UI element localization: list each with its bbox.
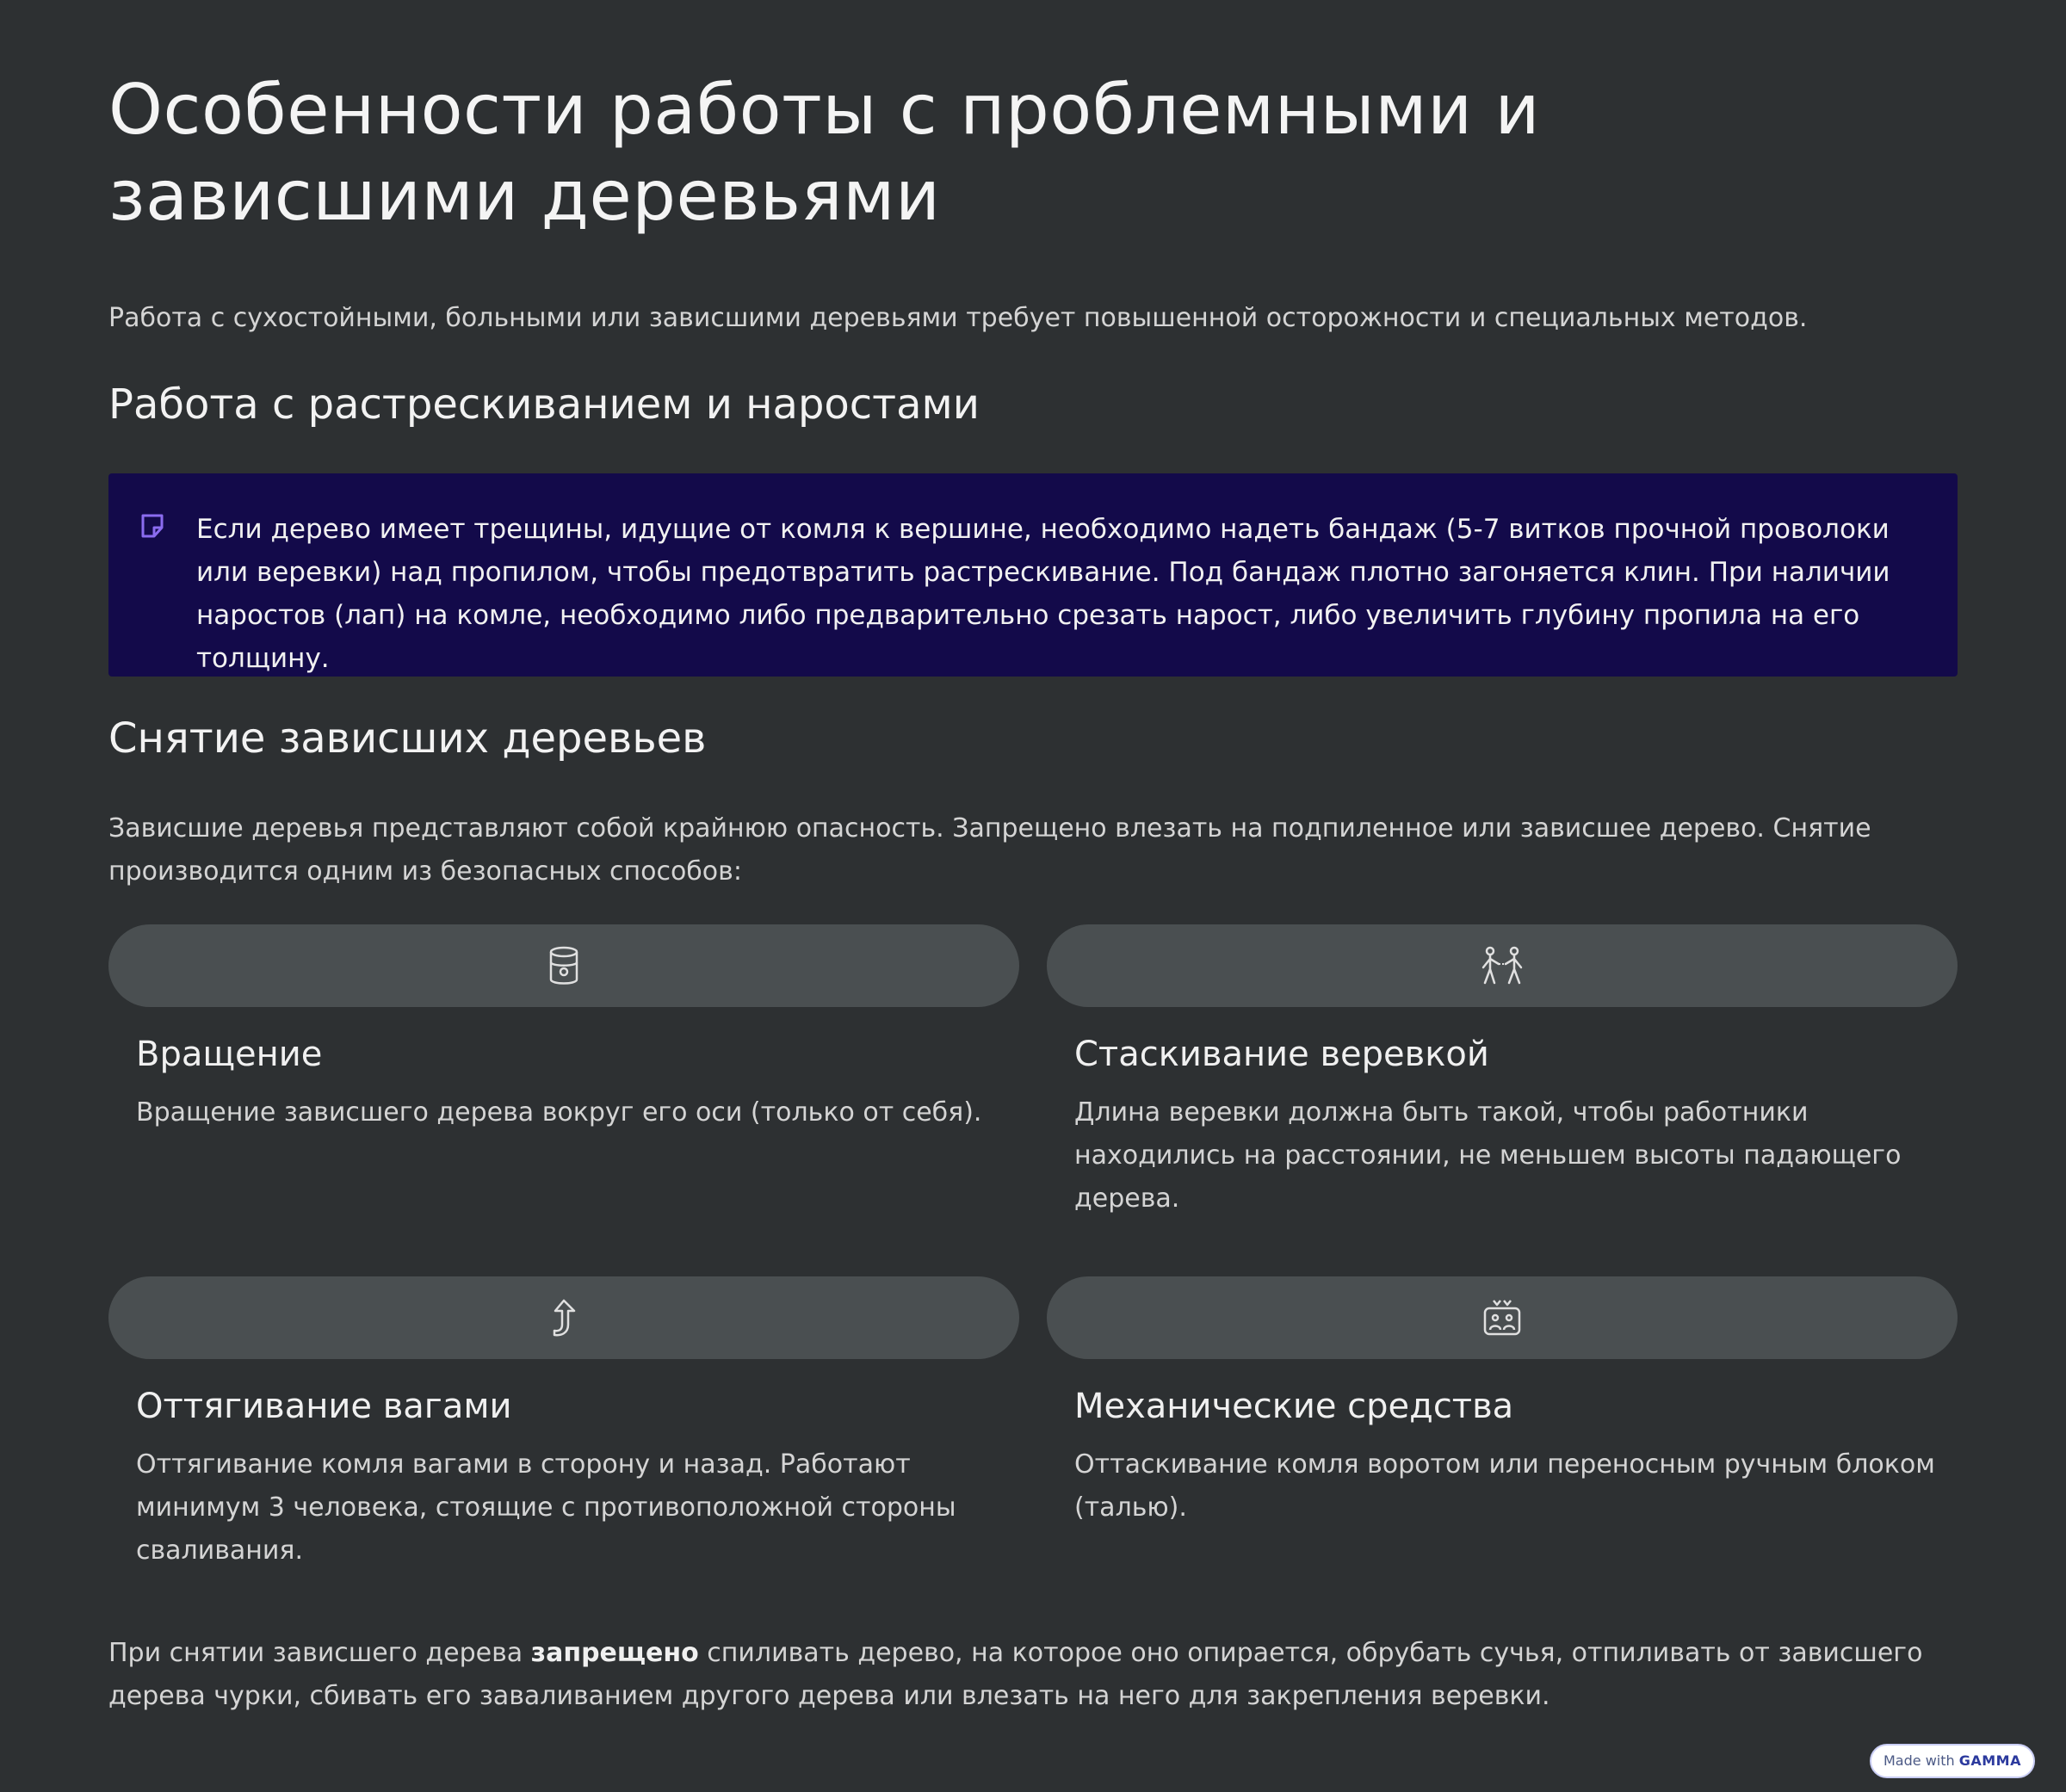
footer-text-after: спиливать дерево, на которое оно опирается, обрубать сучья, отпиливать от зависшего дерева чурки, сбивать его заваливанием другого дерева или влезать на него для закрепления веревки. (108, 1638, 1923, 1711)
hanging-heading: Снятие зависших деревьев (108, 714, 707, 763)
cracks-heading: Работа с растрескиванием и наростами (108, 380, 980, 429)
cracks-callout (108, 473, 1958, 677)
method-text: Вращение зависшего дерева вокруг его оси (только от себя). (136, 1097, 982, 1128)
method-card-mechanical (1047, 1276, 1958, 1523)
footer-warning (108, 1632, 1958, 1718)
method-card-rotation (108, 924, 1019, 1128)
badge-brand: GAMMA (1958, 1752, 2021, 1769)
made-with-gamma-badge[interactable] (1870, 1744, 2035, 1778)
method-title: Стаскивание веревкой (1074, 1035, 1489, 1074)
arrow-up-curve-icon (547, 1297, 581, 1338)
cylinder-icon (547, 945, 581, 986)
method-card-icon-bar (1047, 1276, 1958, 1359)
method-card-icon-bar (108, 924, 1019, 1007)
method-card-icon-bar (1047, 924, 1958, 1007)
method-text: Длина веревки должна быть такой, чтобы работники находились на расстоянии, не меньшем высоты падающего дерева. (1074, 1097, 1902, 1214)
page-title: Особенности работы с проблемными и зависшими деревьями (108, 70, 1541, 236)
method-text: Оттягивание комля вагами в сторону и назад. Работают минимум 3 человека, стоящие с противоположной стороны сваливания. (136, 1449, 956, 1566)
intro-text: Работа с сухостойными, больными или зависшими деревьями требует повышенной осторожности и специальных методов. (108, 303, 1808, 333)
people-rope-icon (1480, 945, 1525, 986)
machine-icon (1481, 1297, 1523, 1338)
cracks-callout-text: Если дерево имеет трещины, идущие от комля к вершине, необходимо надеть бандаж (5-7 витков прочной проволоки или веревки) над пропилом, чтобы предотвратить растрескивание. Под бандаж плотно загоняется клин. При наличии наростов (лап) на комле, необходимо либо предварительно срезать нарост, либо увеличить глубину пропила на его толщину. (196, 514, 1890, 674)
method-card-icon-bar (108, 1276, 1019, 1359)
note-icon (139, 513, 165, 539)
method-title: Механические средства (1074, 1387, 1514, 1426)
footer-text-bold: запрещено (530, 1638, 699, 1668)
footer-text-before: При снятии зависшего дерева (108, 1638, 531, 1668)
method-title: Вращение (136, 1035, 323, 1074)
hanging-intro-text: Зависшие деревья представляют собой крайнюю опасность. Запрещено влезать на подпиленное или зависшее дерево. Снятие производится одним из безопасных способов: (108, 813, 1871, 887)
method-card-levers (108, 1276, 1019, 1566)
method-title: Оттягивание вагами (136, 1387, 512, 1426)
method-text: Оттаскивание комля воротом или переносным ручным блоком (талью). (1074, 1449, 1935, 1523)
badge-prefix: Made with (1884, 1752, 1959, 1769)
method-card-rope (1047, 924, 1958, 1214)
